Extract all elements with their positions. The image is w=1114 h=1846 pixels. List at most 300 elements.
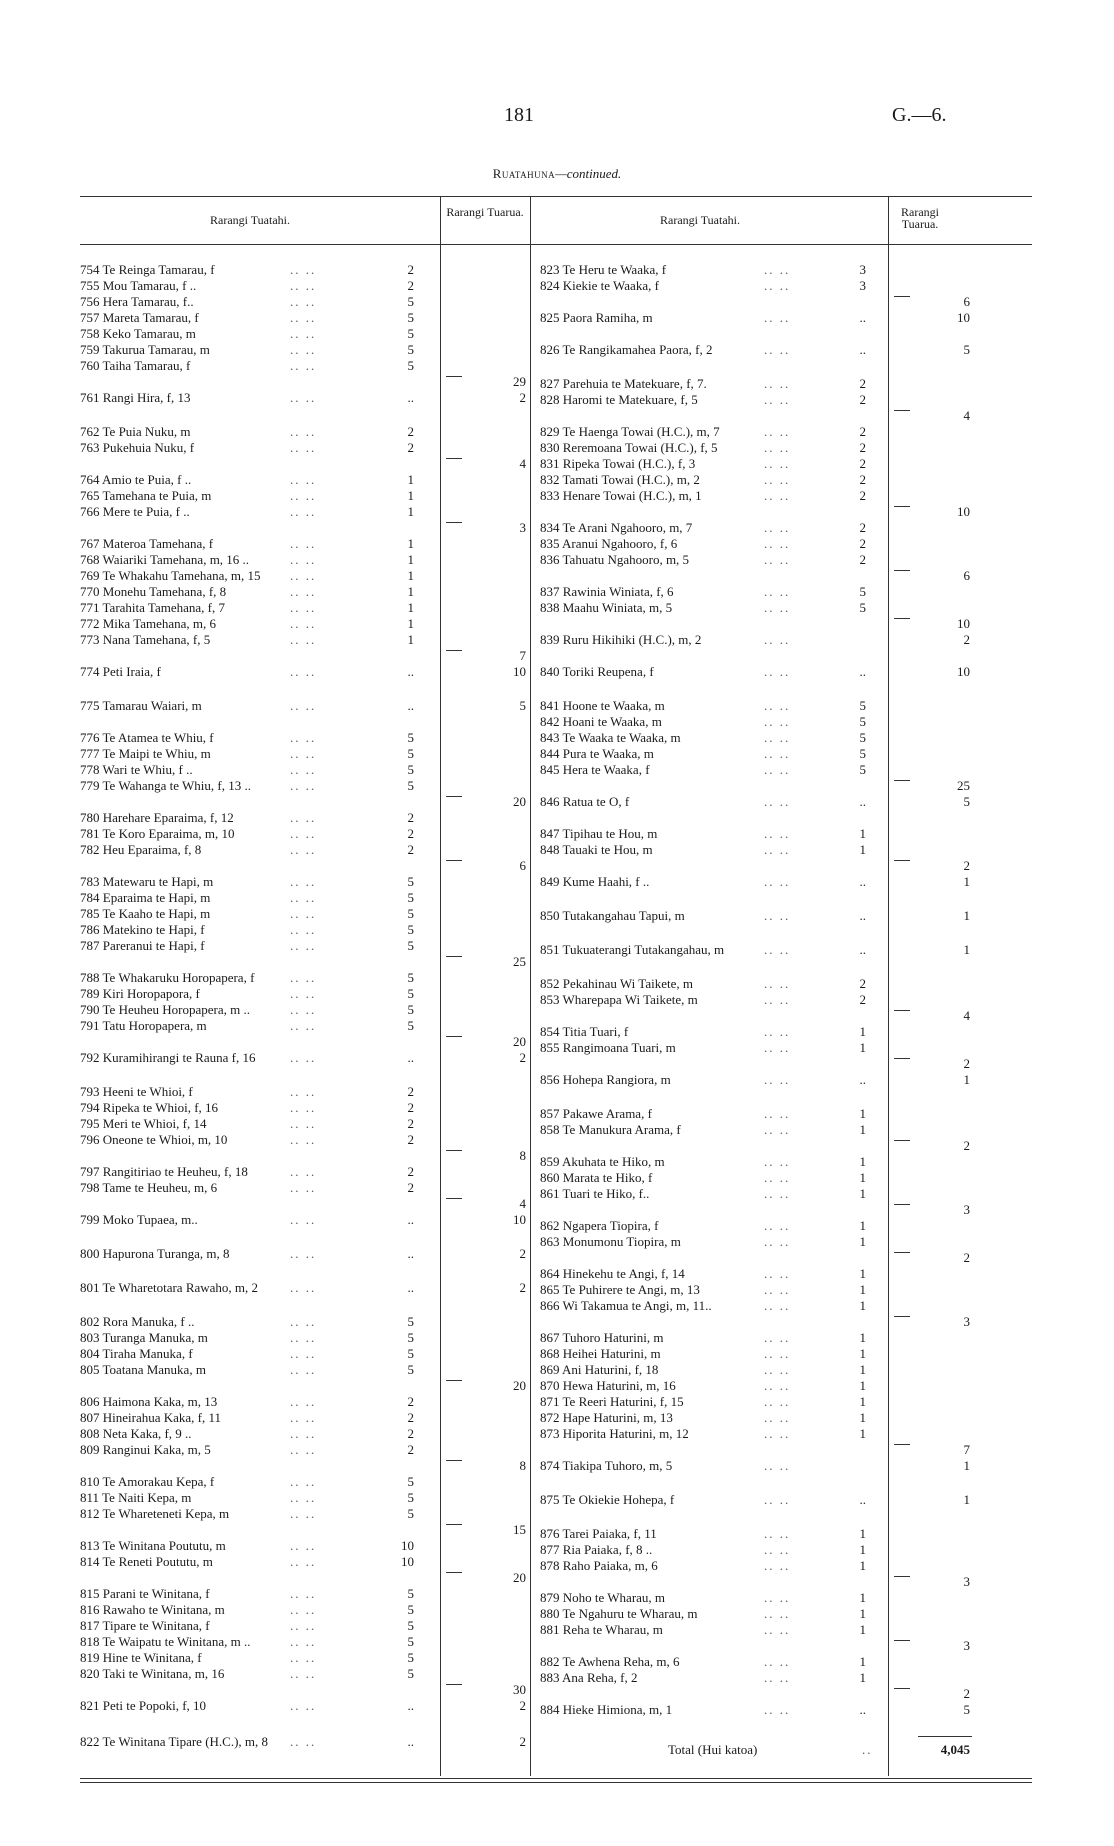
leader-dots: .. .. [764, 632, 791, 647]
register-entry: 830 Reremoana Towai (H.C.), f, 5 [540, 440, 718, 455]
share-value: 5 [407, 326, 414, 341]
register-entry: 756 Hera Tamarau, f.. [80, 294, 194, 309]
register-entry: 865 Te Puhirere te Angi, m, 13 [540, 1282, 700, 1297]
leader-dots: .. .. [764, 1122, 791, 1137]
register-entry: 869 Ani Haturini, f, 18 [540, 1362, 659, 1377]
col-header-right-num: Rarangi Tuarua. [901, 205, 939, 231]
register-entry: 760 Taiha Tamarau, f [80, 358, 191, 373]
share-value: 5 [407, 746, 414, 761]
leader-dots: .. .. [290, 1394, 317, 1409]
register-entry: 845 Hera te Waaka, f [540, 762, 650, 777]
share-value: 5 [859, 584, 866, 599]
leader-dots: .. .. [764, 1670, 791, 1685]
divider-left-num [440, 196, 441, 1776]
group-total: 2 [519, 390, 526, 405]
share-value: 1 [407, 536, 414, 551]
subtotal-rule [894, 1058, 910, 1059]
register-entry: 775 Tamarau Waiari, m [80, 698, 202, 713]
register-entry: 780 Harehare Eparaima, f, 12 [80, 810, 234, 825]
subtotal-rule [894, 410, 910, 411]
share-value: 1 [859, 1670, 866, 1685]
group-total: 10 [957, 664, 970, 679]
share-value: 2 [859, 376, 866, 391]
header-bottom-rule [80, 244, 1032, 245]
leader-dots: .. .. [764, 874, 791, 889]
share-value: 2 [859, 520, 866, 535]
register-entry: 800 Hapurona Turanga, m, 8 [80, 1246, 230, 1261]
leader-dots: .. .. [290, 1116, 317, 1131]
share-value: 1 [859, 1378, 866, 1393]
subtotal-rule [894, 1140, 910, 1141]
group-total: 5 [519, 698, 526, 713]
register-entry: 843 Te Waaka te Waaka, m [540, 730, 681, 745]
leader-dots: .. .. [290, 310, 317, 325]
register-entry: 796 Oneone te Whioi, m, 10 [80, 1132, 228, 1147]
share-value: 5 [407, 1666, 414, 1681]
share-value: 1 [407, 600, 414, 615]
register-entry: 782 Heu Eparaima, f, 8 [80, 842, 202, 857]
leader-dots: .. .. [764, 1426, 791, 1441]
group-total: 7 [519, 648, 526, 663]
leader-dots: .. .. [290, 986, 317, 1001]
group-total: 2 [963, 858, 970, 873]
share-value: .. [859, 664, 866, 679]
register-entry: 764 Amio te Puia, f .. [80, 472, 192, 487]
subtotal-rule [894, 506, 910, 507]
share-value: 5 [407, 294, 414, 309]
share-value: 2 [407, 1426, 414, 1441]
leader-dots: .. .. [290, 762, 317, 777]
share-value: 1 [859, 1426, 866, 1441]
register-entry: 811 Te Naiti Kepa, m [80, 1490, 192, 1505]
register-entry: 789 Kiri Horopapora, f [80, 986, 200, 1001]
share-value: 1 [859, 1298, 866, 1313]
leader-dots: .. .. [764, 392, 791, 407]
register-entry: 847 Tipihau te Hou, m [540, 826, 658, 841]
leader-dots: .. .. [764, 488, 791, 503]
subtotal-rule [894, 1204, 910, 1205]
register-entry: 842 Hoani te Waaka, m [540, 714, 662, 729]
register-entry: 793 Heeni te Whioi, f [80, 1084, 193, 1099]
register-entry: 831 Ripeka Towai (H.C.), f, 3 [540, 456, 696, 471]
share-value: 1 [407, 472, 414, 487]
register-entry: 758 Keko Tamarau, m [80, 326, 196, 341]
leader-dots: .. .. [764, 456, 791, 471]
share-value: 5 [407, 1634, 414, 1649]
col-header-right-name: Rarangi Tuatahi. [660, 213, 740, 227]
group-total: 25 [957, 778, 970, 793]
group-total: 4 [519, 1196, 526, 1211]
group-total: 10 [957, 616, 970, 631]
register-entry: 834 Te Arani Ngahooro, m, 7 [540, 520, 693, 535]
leader-dots: .. .. [764, 826, 791, 841]
group-total: 1 [963, 1458, 970, 1473]
leader-dots: .. .. [290, 390, 317, 405]
leader-dots: .. .. [764, 762, 791, 777]
leader-dots: .. .. [764, 1234, 791, 1249]
leader-dots: .. .. [764, 262, 791, 277]
register-entry: 820 Taki te Winitana, m, 16 [80, 1666, 225, 1681]
share-value: 5 [407, 1474, 414, 1489]
leader-dots: .. .. [764, 600, 791, 615]
register-entry: 778 Wari te Whiu, f .. [80, 762, 193, 777]
share-value: 5 [407, 358, 414, 373]
group-total: 7 [963, 1442, 970, 1457]
register-entry: 844 Pura te Waaka, m [540, 746, 654, 761]
share-value: 1 [859, 1606, 866, 1621]
group-total: 10 [957, 310, 970, 325]
share-value: 5 [859, 600, 866, 615]
register-entry: 881 Reha te Wharau, m [540, 1622, 663, 1637]
leader-dots: .. .. [290, 1666, 317, 1681]
leader-dots: .. .. [764, 376, 791, 391]
subtotal-rule [446, 1150, 462, 1151]
register-entry: 813 Te Winitana Poututu, m [80, 1538, 226, 1553]
leader-dots: .. .. [764, 310, 791, 325]
subtotal-rule [446, 796, 462, 797]
leader-dots: .. .. [290, 1410, 317, 1425]
share-value: 2 [407, 810, 414, 825]
share-value: 1 [859, 1218, 866, 1233]
share-value: .. [859, 1702, 866, 1717]
leader-dots: .. .. [290, 584, 317, 599]
register-entry: 849 Kume Haahi, f .. [540, 874, 650, 889]
share-value: 5 [407, 730, 414, 745]
subtotal-rule [894, 1688, 910, 1689]
share-value: 1 [859, 1330, 866, 1345]
share-value: 2 [407, 1164, 414, 1179]
group-total: 8 [519, 1148, 526, 1163]
document-reference: G.—6. [892, 104, 947, 126]
share-value: .. [859, 1492, 866, 1507]
share-value: 1 [859, 1266, 866, 1281]
register-entry: 808 Neta Kaka, f, 9 .. [80, 1426, 192, 1441]
leader-dots: .. .. [290, 504, 317, 519]
register-entry: 824 Kiekie te Waaka, f [540, 278, 659, 293]
leader-dots: .. .. [764, 1590, 791, 1605]
register-entry: 854 Titia Tuari, f [540, 1024, 629, 1039]
share-value: 2 [859, 976, 866, 991]
leader-dots: .. .. [290, 278, 317, 293]
leader-dots: .. .. [290, 1002, 317, 1017]
register-entry: 765 Tamehana te Puia, m [80, 488, 212, 503]
group-total: 2 [963, 1250, 970, 1265]
register-entry: 791 Tatu Horopapera, m [80, 1018, 207, 1033]
leader-dots: .. .. [290, 1246, 317, 1261]
group-total: 25 [513, 954, 526, 969]
share-value: 1 [859, 1542, 866, 1557]
register-entry: 822 Te Winitana Tipare (H.C.), m, 8 [80, 1734, 269, 1749]
leader-dots: .. .. [764, 842, 791, 857]
group-total: 6 [963, 294, 970, 309]
group-total: 2 [963, 1056, 970, 1071]
register-entry: 848 Tauaki te Hou, m [540, 842, 653, 857]
share-value: .. [407, 1246, 414, 1261]
leader-dots: .. .. [290, 970, 317, 985]
leader-dots: .. .. [290, 1084, 317, 1099]
leader-dots: .. .. [290, 1506, 317, 1521]
leader-dots: .. .. [290, 600, 317, 615]
leader-dots: .. .. [290, 1132, 317, 1147]
group-total: 2 [519, 1734, 526, 1749]
leader-dots: .. .. [764, 1654, 791, 1669]
register-entry: 812 Te Whareteneti Kepa, m [80, 1506, 230, 1521]
group-total: 1 [963, 874, 970, 889]
share-value: .. [407, 1280, 414, 1295]
group-total: 20 [513, 794, 526, 809]
total-rule-top [918, 1736, 972, 1737]
leader-dots: .. .. [290, 1490, 317, 1505]
subtotal-rule [446, 956, 462, 957]
share-value: 5 [407, 1490, 414, 1505]
leader-dots: .. .. [290, 488, 317, 503]
share-value: 5 [407, 986, 414, 1001]
subtotal-rule [894, 1316, 910, 1317]
register-entry: 774 Peti Iraia, f [80, 664, 161, 679]
leader-dots: .. .. [290, 1280, 317, 1295]
share-value: .. [407, 1698, 414, 1713]
group-total: 2 [519, 1246, 526, 1261]
register-entry: 833 Henare Towai (H.C.), m, 1 [540, 488, 702, 503]
leader-dots: .. .. [764, 1394, 791, 1409]
leader-dots: .. .. [764, 584, 791, 599]
subtotal-rule [894, 780, 910, 781]
total-value: 4,045 [940, 1742, 970, 1757]
share-value: .. [407, 664, 414, 679]
leader-dots: .. .. [290, 922, 317, 937]
register-entry: 825 Paora Ramiha, m [540, 310, 653, 325]
share-value: 2 [859, 456, 866, 471]
leader-dots: .. .. [764, 976, 791, 991]
share-value: 2 [407, 262, 414, 277]
share-value: 2 [407, 1116, 414, 1131]
share-value: .. [407, 698, 414, 713]
register-entry: 785 Te Kaaho te Hapi, m [80, 906, 211, 921]
share-value: 1 [859, 1590, 866, 1605]
leader-dots: .. .. [764, 714, 791, 729]
leader-dots: .. .. [764, 520, 791, 535]
register-entry: 883 Ana Reha, f, 2 [540, 1670, 638, 1685]
leader-dots: .. .. [764, 664, 791, 679]
register-entry: 797 Rangitiriao te Heuheu, f, 18 [80, 1164, 248, 1179]
share-value: 5 [407, 1618, 414, 1633]
divider-right-num [888, 196, 889, 1776]
share-value: 5 [407, 1018, 414, 1033]
share-value: .. [859, 942, 866, 957]
register-entry: 868 Heihei Haturini, m [540, 1346, 661, 1361]
share-value: 2 [859, 472, 866, 487]
share-value: 5 [407, 1602, 414, 1617]
group-total: 29 [513, 374, 526, 389]
register-entry: 792 Kuramihirangi te Rauna f, 16 [80, 1050, 256, 1065]
share-value: 1 [859, 1122, 866, 1137]
register-entry: 807 Hineirahua Kaka, f, 11 [80, 1410, 222, 1425]
register-entry: 809 Ranginui Kaka, m, 5 [80, 1442, 211, 1457]
leader-dots: .. .. [290, 890, 317, 905]
register-entry: 781 Te Koro Eparaima, m, 10 [80, 826, 235, 841]
share-value: 1 [859, 1040, 866, 1055]
share-value: 1 [859, 1558, 866, 1573]
leader-dots: .. .. [290, 1602, 317, 1617]
share-value: 5 [859, 730, 866, 745]
group-total: 3 [963, 1314, 970, 1329]
share-value: 5 [407, 874, 414, 889]
subtotal-rule [446, 376, 462, 377]
register-entry: 829 Te Haenga Towai (H.C.), m, 7 [540, 424, 720, 439]
register-entry: 779 Te Wahanga te Whiu, f, 13 .. [80, 778, 251, 793]
share-value: 2 [859, 488, 866, 503]
register-entry: 817 Tipare te Winitana, f [80, 1618, 210, 1633]
share-value: 5 [407, 310, 414, 325]
group-total: 15 [513, 1522, 526, 1537]
leader-dots: .. .. [290, 1314, 317, 1329]
leader-dots: .. .. [764, 1266, 791, 1281]
leader-dots: .. .. [290, 536, 317, 551]
leader-dots: .. .. [764, 1154, 791, 1169]
leader-dots: .. .. [290, 1164, 317, 1179]
leader-dots: .. .. [764, 1298, 791, 1313]
share-value: 5 [407, 1362, 414, 1377]
leader-dots: .. .. [764, 1170, 791, 1185]
share-value: 5 [407, 1002, 414, 1017]
register-entry: 819 Hine te Winitana, f [80, 1650, 202, 1665]
register-entry: 827 Parehuia te Matekuare, f, 7. [540, 376, 707, 391]
register-entry: 879 Noho te Wharau, m [540, 1590, 666, 1605]
register-entry: 805 Toatana Manuka, m [80, 1362, 206, 1377]
group-total: 2 [963, 1138, 970, 1153]
share-value: .. [407, 1212, 414, 1227]
share-value: 2 [859, 536, 866, 551]
leader-dots: .. .. [290, 262, 317, 277]
register-entry: 821 Peti te Popoki, f, 10 [80, 1698, 207, 1713]
group-total: 2 [963, 632, 970, 647]
leader-dots: .. .. [764, 908, 791, 923]
register-entry: 855 Rangimoana Tuari, m [540, 1040, 676, 1055]
total-dots: .. [862, 1742, 873, 1757]
leader-dots: .. .. [290, 1362, 317, 1377]
leader-dots: .. .. [764, 1458, 791, 1473]
register-entry: 884 Hieke Himiona, m, 1 [540, 1702, 673, 1717]
leader-dots: .. .. [764, 1622, 791, 1637]
group-total: 4 [963, 408, 970, 423]
leader-dots: .. .. [290, 358, 317, 373]
group-total: 1 [963, 908, 970, 923]
register-entry: 799 Moko Tupaea, m.. [80, 1212, 198, 1227]
register-entry: 859 Akuhata te Hiko, m [540, 1154, 665, 1169]
share-value: 1 [407, 632, 414, 647]
share-value: 2 [407, 424, 414, 439]
group-total: 2 [519, 1280, 526, 1295]
register-entry: 850 Tutakangahau Tapui, m [540, 908, 685, 923]
group-total: 6 [519, 858, 526, 873]
share-value: 1 [859, 826, 866, 841]
register-entry: 757 Mareta Tamarau, f [80, 310, 199, 325]
register-entry: 806 Haimona Kaka, m, 13 [80, 1394, 218, 1409]
leader-dots: .. .. [290, 1050, 317, 1065]
share-value: 2 [859, 392, 866, 407]
leader-dots: .. .. [290, 1330, 317, 1345]
leader-dots: .. .. [764, 552, 791, 567]
leader-dots: .. .. [764, 1378, 791, 1393]
leader-dots: .. .. [764, 1072, 791, 1087]
subtotal-rule [446, 1460, 462, 1461]
register-entry: 858 Te Manukura Arama, f [540, 1122, 681, 1137]
share-value: 1 [859, 842, 866, 857]
leader-dots: .. .. [764, 1606, 791, 1621]
register-entry: 768 Waiariki Tamehana, m, 16 .. [80, 552, 250, 567]
register-entry: 810 Te Amorakau Kepa, f [80, 1474, 215, 1489]
leader-dots: .. .. [290, 552, 317, 567]
share-value: 2 [407, 440, 414, 455]
register-entry: 773 Nana Tamehana, f, 5 [80, 632, 211, 647]
group-total: 30 [513, 1682, 526, 1697]
subtotal-rule [446, 860, 462, 861]
register-entry: 862 Ngapera Tiopira, f [540, 1218, 659, 1233]
group-total: 5 [963, 342, 970, 357]
share-value: .. [407, 390, 414, 405]
leader-dots: .. .. [764, 1558, 791, 1573]
leader-dots: .. .. [764, 342, 791, 357]
register-entry: 866 Wi Takamua te Angi, m, 11.. [540, 1298, 712, 1313]
share-value: 1 [407, 504, 414, 519]
leader-dots: .. .. [290, 746, 317, 761]
register-entry: 771 Tarahita Tamehana, f, 7 [80, 600, 225, 615]
leader-dots: .. .. [764, 1282, 791, 1297]
share-value: .. [407, 1050, 414, 1065]
leader-dots: .. .. [764, 1040, 791, 1055]
leader-dots: .. .. [290, 1586, 317, 1601]
subtotal-rule [894, 1010, 910, 1011]
register-entry: 878 Raho Paiaka, m, 6 [540, 1558, 658, 1573]
share-value: 1 [859, 1154, 866, 1169]
leader-dots: .. .. [290, 1474, 317, 1489]
col-header-left-name: Rarangi Tuatahi. [210, 213, 290, 227]
section-title [300, 166, 814, 182]
register-entry: 841 Hoone te Waaka, m [540, 698, 665, 713]
share-value: 5 [407, 1330, 414, 1345]
register-entry: 823 Te Heru te Waaka, f [540, 262, 667, 277]
register-entry: 754 Te Reinga Tamarau, f [80, 262, 215, 277]
subtotal-rule [894, 860, 910, 861]
leader-dots: .. .. [290, 826, 317, 841]
leader-dots: .. .. [764, 1330, 791, 1345]
register-entry: 795 Meri te Whioi, f, 14 [80, 1116, 207, 1131]
register-entry: 772 Mika Tamehana, m, 6 [80, 616, 217, 631]
leader-dots: .. .. [290, 1442, 317, 1457]
leader-dots: .. .. [764, 1106, 791, 1121]
register-entry: 867 Tuhoro Haturini, m [540, 1330, 664, 1345]
share-value: 5 [407, 342, 414, 357]
leader-dots: .. .. [290, 778, 317, 793]
register-entry: 861 Tuari te Hiko, f.. [540, 1186, 650, 1201]
share-value: .. [859, 794, 866, 809]
register-entry: 832 Tamati Towai (H.C.), m, 2 [540, 472, 700, 487]
share-value: 2 [859, 552, 866, 567]
leader-dots: .. .. [764, 1526, 791, 1541]
register-entry: 801 Te Wharetotara Rawaho, m, 2 [80, 1280, 259, 1295]
group-total: 5 [963, 1702, 970, 1717]
subtotal-rule [894, 618, 910, 619]
share-value: 5 [407, 922, 414, 937]
register-entry: 863 Monumonu Tiopira, m [540, 1234, 681, 1249]
register-entry: 875 Te Okiekie Hohepa, f [540, 1492, 675, 1507]
leader-dots: .. .. [764, 278, 791, 293]
share-value: 2 [407, 278, 414, 293]
group-total: 1 [963, 1492, 970, 1507]
subtotal-rule [446, 1524, 462, 1525]
group-total: 3 [963, 1574, 970, 1589]
register-entry: 860 Marata te Hiko, f [540, 1170, 653, 1185]
